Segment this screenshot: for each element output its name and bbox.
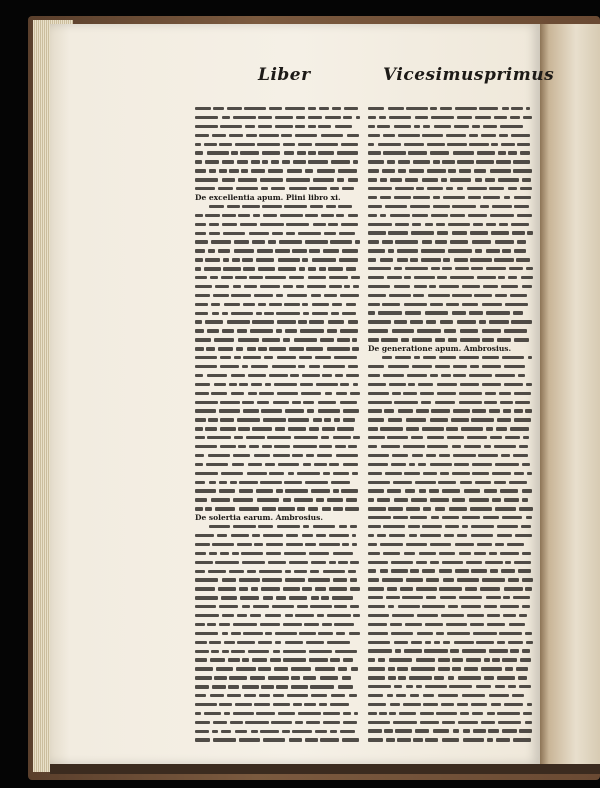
text-line [368, 486, 533, 495]
text-line [368, 558, 533, 567]
section-rubric: De solertia earum. Ambrosius. [195, 513, 323, 523]
text-line [368, 157, 533, 166]
text-line [195, 255, 360, 264]
running-head-right: Vicesimusprimus [383, 65, 555, 85]
text-line [195, 166, 360, 175]
text-line [195, 620, 360, 629]
text-line [195, 727, 360, 736]
facing-page-edge [540, 24, 600, 764]
text-line [368, 326, 533, 335]
text-line [195, 175, 360, 184]
text-line [368, 584, 533, 593]
text-line [195, 140, 360, 149]
text-line [195, 611, 360, 620]
text-line [368, 709, 533, 718]
text-line [368, 389, 533, 398]
text-line [368, 300, 533, 309]
text-line [195, 344, 360, 353]
text-line [368, 282, 533, 291]
text-line [195, 246, 360, 255]
text-line [368, 726, 533, 735]
text-line [368, 193, 533, 202]
text-line [368, 460, 533, 469]
text-line [368, 451, 533, 460]
text-line [368, 371, 533, 380]
text-line [195, 584, 360, 593]
text-line [195, 575, 360, 584]
text-line [368, 166, 533, 175]
text-line [368, 469, 533, 478]
text-line [195, 735, 360, 744]
text-line [368, 220, 533, 229]
text-line [368, 602, 533, 611]
text-line [368, 495, 533, 504]
text-line [195, 389, 360, 398]
text-line [195, 718, 360, 727]
text-column-right [368, 104, 533, 744]
text-line [195, 682, 360, 691]
text-line [368, 362, 533, 371]
text-column-left [195, 104, 360, 744]
text-line [368, 122, 533, 131]
text-line [368, 513, 533, 522]
text-line [368, 655, 533, 664]
text-line [195, 460, 360, 469]
text-line [195, 264, 360, 273]
text-line [195, 300, 360, 309]
text-line [368, 611, 533, 620]
text-line [368, 682, 533, 691]
text-line [195, 131, 360, 140]
text-line [368, 228, 533, 237]
text-line [195, 700, 360, 709]
text-line [195, 211, 360, 220]
text-line [195, 148, 360, 157]
text-line [195, 504, 360, 513]
text-line [195, 486, 360, 495]
text-line [368, 531, 533, 540]
text-line [195, 442, 360, 451]
text-line [195, 664, 360, 673]
text-line [195, 602, 360, 611]
text-line [195, 326, 360, 335]
text-line [195, 113, 360, 122]
text-line [368, 255, 533, 264]
text-line [195, 655, 360, 664]
text-line [195, 362, 360, 371]
text-line [195, 691, 360, 700]
text-line [368, 211, 533, 220]
text-line [195, 478, 360, 487]
text-line [195, 282, 360, 291]
text-line [368, 131, 533, 140]
text-line [368, 442, 533, 451]
text-line [195, 371, 360, 380]
text-line [195, 237, 360, 246]
text-line [368, 353, 533, 362]
text-line [368, 504, 533, 513]
text-line [368, 566, 533, 575]
section-rubric: De excellentia apum. Plini libro xi. [195, 192, 341, 202]
text-line [195, 353, 360, 362]
text-line [195, 184, 360, 193]
text-line [368, 237, 533, 246]
text-line [195, 469, 360, 478]
text-line [195, 593, 360, 602]
text-line [368, 264, 533, 273]
text-line [368, 317, 533, 326]
text-line [195, 291, 360, 300]
text-line [368, 638, 533, 647]
text-line [195, 709, 360, 718]
text-line [368, 478, 533, 487]
text-line [368, 184, 533, 193]
text-line [368, 308, 533, 317]
text-line [368, 424, 533, 433]
text-line [195, 309, 360, 318]
text-line [195, 398, 360, 407]
text-line [195, 531, 360, 540]
text-line [368, 575, 533, 584]
text-line [368, 549, 533, 558]
text-line [195, 380, 360, 389]
text-line [368, 646, 533, 655]
text-line [195, 451, 360, 460]
text-line [195, 638, 360, 647]
text-line [368, 175, 533, 184]
text-line [195, 433, 360, 442]
text-line [368, 140, 533, 149]
text-line [195, 415, 360, 424]
text-line [368, 593, 533, 602]
text-line [195, 202, 360, 211]
book-lower-edge [50, 764, 600, 774]
text-line [368, 291, 533, 300]
text-line [368, 620, 533, 629]
text-line [195, 540, 360, 549]
text-line [195, 229, 360, 238]
text-line [368, 718, 533, 727]
text-line [368, 540, 533, 549]
text-line [368, 202, 533, 211]
text-line [368, 104, 533, 113]
text-line [368, 398, 533, 407]
text-line [368, 380, 533, 389]
text-line [368, 664, 533, 673]
text-line [195, 220, 360, 229]
text-line [368, 335, 533, 344]
text-line [368, 148, 533, 157]
text-line [368, 246, 533, 255]
text-line [195, 673, 360, 682]
text-line [368, 673, 533, 682]
text-line [368, 406, 533, 415]
text-line [195, 567, 360, 576]
text-line [195, 558, 360, 567]
running-head-left: Liber [258, 65, 311, 85]
text-line [195, 335, 360, 344]
text-line [368, 273, 533, 282]
text-line [195, 104, 360, 113]
text-line [368, 113, 533, 122]
text-line [195, 122, 360, 131]
text-line [195, 157, 360, 166]
text-line [195, 273, 360, 282]
text-line [368, 629, 533, 638]
text-line [195, 424, 360, 433]
text-line [195, 317, 360, 326]
text-line [368, 522, 533, 531]
text-line [195, 549, 360, 558]
section-rubric: De generatione apum. Ambrosius. [368, 344, 512, 354]
text-line [195, 522, 360, 531]
text-line [368, 433, 533, 442]
text-line [368, 735, 533, 744]
text-line [368, 415, 533, 424]
text-line [195, 495, 360, 504]
text-line [368, 691, 533, 700]
text-line [195, 647, 360, 656]
text-line [195, 406, 360, 415]
text-line [368, 700, 533, 709]
text-line [195, 629, 360, 638]
